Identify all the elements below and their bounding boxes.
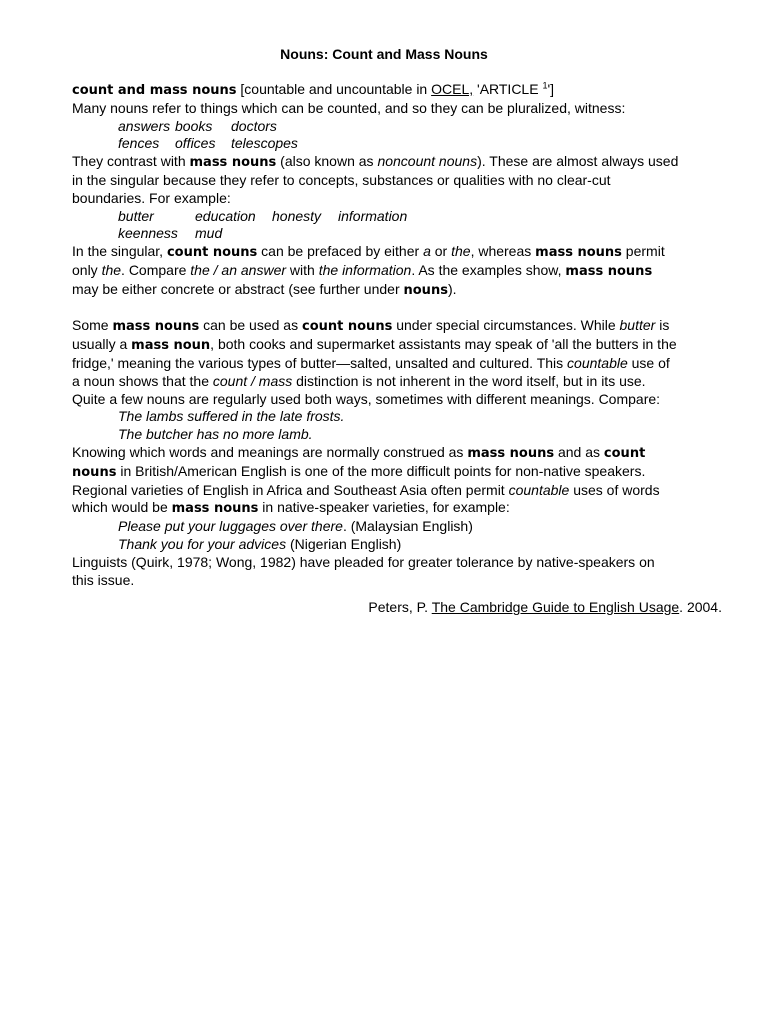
italic-term: the [101,261,122,278]
text-run: only [72,261,102,278]
text-run: in native-speaker varieties, for example: [258,499,510,516]
paragraph-line [72,243,727,262]
text-run: . (Malaysian English) [342,518,473,535]
example-word: doctors [231,117,277,134]
bold-term: mass nouns [189,155,277,171]
text-run: , whereas [470,243,536,260]
text-run: permit [621,243,665,260]
paragraph-line: this issue. [72,571,135,588]
example-word: fences [118,135,160,152]
text-run: is [655,317,670,334]
example-word: offices [175,135,216,152]
bold-term: count [603,445,646,461]
citation [368,599,722,617]
example-word: telescopes [231,135,298,152]
bold-term: mass nouns [171,501,259,517]
example-word: keenness [118,225,178,242]
italic-term: a [423,243,431,260]
italic-term: the / an answer [190,261,287,278]
bold-term: mass nouns [535,245,622,261]
text-run: uses of words [569,481,660,498]
bracket-text: [countable and uncountable in [236,81,432,97]
paragraph-line [72,355,727,373]
document-body [72,81,727,589]
paragraph-line: Many nouns refer to things which can be counted, and so they can be pluralized, witness: [72,99,626,116]
text-run: In the singular, [72,243,167,260]
paragraph-line [72,463,727,482]
text-run: usually a [72,336,132,353]
example-row [72,135,727,153]
italic-term: butter [619,317,656,334]
bold-term: mass nouns [112,319,200,335]
italic-term: countable [567,354,628,371]
paragraph-gap [72,300,727,318]
example-row [72,225,727,243]
bold-term: mass nouns [467,445,555,461]
example-word: education [195,207,256,224]
text-run: under special circumstances. While [392,317,620,334]
page-title: Nouns: Count and Mass Nouns [280,46,488,62]
italic-term: the [451,243,471,260]
example-word: mud [195,225,223,242]
text-run: They contrast with [72,153,190,170]
example-word: answers [118,117,171,134]
text-run: ). [447,280,457,297]
text-run: can be prefaced by either [257,243,424,260]
paragraph-line [72,373,727,391]
paragraph-line [72,317,727,336]
paragraph-line: Linguists (Quirk, 1978; Wong, 1982) have pleaded for greater tolerance by native-speakers on [72,553,655,570]
italic-term: noncount nouns [377,153,478,170]
paragraph-line [72,499,727,518]
example-word: books [175,117,213,134]
example-row [72,118,727,136]
text-run: which would be [72,499,172,516]
italic-term: Please put your luggages over there [118,518,343,535]
text-run: in British/American English is one of the more difficult points for non-native speakers. [116,462,646,479]
example-sentence: The lambs suffered in the late frosts. [118,408,345,425]
text-run: , both cooks and supermarket assistants may speak of 'all the butters in the [210,336,677,353]
headword: count and mass nouns [72,83,237,98]
article-superscript: 1 [542,80,548,91]
bold-term: count nouns [301,319,393,335]
bold-term: mass noun [131,338,211,354]
text-run: distinction is not inherent in the word itself, but in its use. [292,372,646,389]
paragraph-line [72,336,727,355]
italic-term: countable [508,481,570,498]
text-run: . As the examples show, [411,261,566,278]
ocel-reference: OCEL, [431,81,474,97]
paragraph-line: in the singular because they refer to concepts, substances or qualities with no clear-cut [72,171,611,188]
example-word: information [338,207,408,224]
example-word: butter [118,207,154,224]
bold-term: nouns [72,464,117,480]
citation-author: Peters, P. [368,599,432,615]
italic-term: the information [318,261,412,278]
text-run: use of [627,354,670,371]
text-run: Some [72,317,113,334]
bracket-close: '] [547,81,555,97]
citation-book-title: The Cambridge Guide to English Usage [431,599,680,615]
text-run: may be either concrete or abstract (see further under [72,280,404,297]
text-run: (also known as [276,153,378,170]
text-run: can be used as [199,317,302,334]
text-run: (Nigerian English) [286,535,402,552]
text-run: Regional varieties of English in Africa and Southeast Asia often permit [72,481,509,498]
text-run: fridge,' meaning the various types of butter—salted, unsalted and cultured. This [72,354,568,371]
text-run: Knowing which words and meanings are normally construed as [72,443,468,460]
text-run: or [430,243,452,260]
entry-heading [72,81,727,100]
bold-term: nouns [403,282,448,298]
paragraph-line [72,444,727,463]
text-run: . Compare [121,261,191,278]
paragraph-line [72,262,727,281]
italic-term: count / mass [212,372,293,389]
example-sentence [72,518,727,536]
citation-year: . 2004. [679,599,722,615]
text-run: a noun shows that the [72,372,213,389]
paragraph-line [72,153,727,172]
example-sentence: The butcher has no more lamb. [118,426,313,443]
paragraph-line [72,482,727,500]
bold-term: count nouns [166,245,258,261]
example-sentence [72,536,727,554]
example-row [72,208,727,226]
text-run: and as [554,443,604,460]
paragraph-line: boundaries. For example: [72,189,231,206]
article-reference: 'ARTICLE [473,81,543,97]
paragraph-line: Quite a few nouns are regularly used both ways, sometimes with different meanings. Compare: [72,390,661,407]
text-run: with [286,261,319,278]
example-word: honesty [272,207,322,224]
paragraph-line [72,281,727,300]
text-run: ). These are almost always used [477,153,679,170]
bold-term: mass nouns [565,263,653,279]
italic-term: Thank you for your advices [118,535,287,552]
